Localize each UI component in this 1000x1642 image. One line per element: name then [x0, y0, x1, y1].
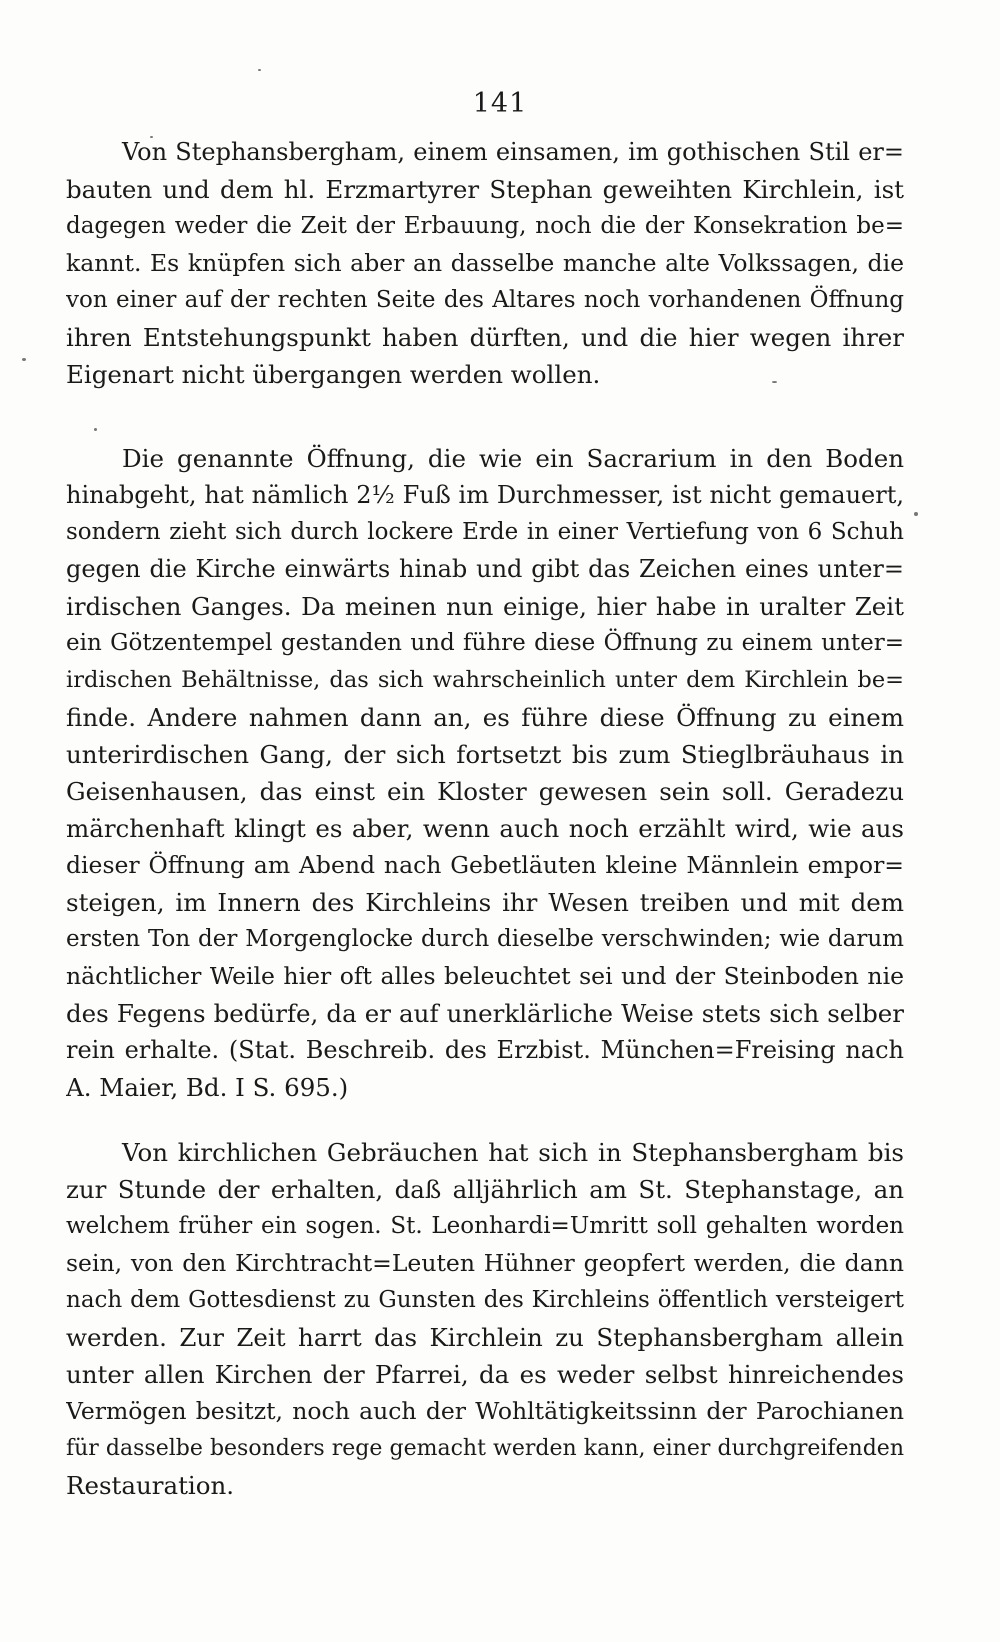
text-line: ihren Entstehungspunkt haben dürften, und die hier wegen ihrer: [66, 323, 904, 352]
text-line: nach dem Gottesdienst zu Gunsten des Kirchleins öffentlich versteigert: [66, 1287, 904, 1313]
text-line: gegen die Kirche einwärts hinab und gibt das Zeichen eines unter=: [66, 555, 904, 583]
text-line: bauten und dem hl. Erzmartyrer Stephan geweihten Kirchlein, ist: [66, 175, 904, 204]
text-line: Die genannte Öffnung, die wie ein Sacrarium in den Boden: [122, 444, 904, 473]
text-line: kannt. Es knüpfen sich aber an dasselbe manche alte Volkssagen, die: [66, 249, 904, 277]
paragraph-opening-legend: [66, 440, 904, 1106]
text-line: Restauration.: [66, 1471, 235, 1500]
text-line: Von Stephansbergham, einem einsamen, im gothischen Stil er=: [122, 138, 904, 166]
text-line: zur Stunde der erhalten, daß alljährlich am St. Stephanstage, an: [66, 1175, 904, 1204]
paragraph-stephansbergham-intro: [66, 134, 904, 393]
text-line: sein, von den Kirchtracht=Leuten Hühner geopfert werden, die dann: [66, 1249, 904, 1277]
page-number: 141: [472, 88, 528, 119]
text-line: irdischen Ganges. Da meinen nun einige, hier habe in uralter Zeit: [66, 592, 904, 621]
text-line: ersten Ton der Morgenglocke durch dieselbe verschwinden; wie darum: [66, 926, 904, 952]
text-line: ein Götzentempel gestanden und führe diese Öffnung zu einem unter=: [66, 630, 904, 656]
text-line: dagegen weder die Zeit der Erbauung, noch die der Konsekration be=: [66, 213, 904, 239]
text-line: märchenhaft klingt es aber, wenn auch noch erzählt wird, wie aus: [66, 814, 904, 843]
text-line: von einer auf der rechten Seite des Altares noch vorhandenen Öffnung: [66, 287, 904, 313]
text-line: dieser Öffnung am Abend nach Gebetläuten kleine Männlein empor=: [66, 851, 904, 879]
print-speck: [94, 428, 97, 431]
paragraph-church-customs: [66, 1134, 904, 1504]
text-line: hinabgeht, hat nämlich 2½ Fuß im Durchmesser, ist nicht gemauert,: [66, 481, 904, 509]
text-line: Geisenhausen, das einst ein Kloster gewesen sein soll. Geradezu: [66, 777, 904, 806]
text-line: Eigenart nicht übergangen werden wollen.: [66, 360, 601, 389]
text-line: steigen, im Innern des Kirchleins ihr Wesen treiben und mit dem: [66, 888, 904, 917]
text-line: werden. Zur Zeit harrt das Kirchlein zu Stephansbergham allein: [66, 1323, 904, 1352]
text-line: unter allen Kirchen der Pfarrei, da es weder selbst hinreichendes: [66, 1360, 904, 1389]
text-line: nächtlicher Weile hier oft alles beleuchtet sei und der Steinboden nie: [66, 962, 904, 990]
print-speck: [22, 358, 26, 361]
text-line: welchem früher ein sogen. St. Leonhardi=Umritt soll gehalten worden: [66, 1213, 904, 1239]
text-line: rein erhalte. (Stat. Beschreib. des Erzbist. München=Freising nach: [66, 1036, 904, 1064]
text-line: unterirdischen Gang, der sich fortsetzt bis zum Stieglbräuhaus in: [66, 740, 904, 769]
text-line: irdischen Behältnisse, das sich wahrscheinlich unter dem Kirchlein be=: [66, 667, 904, 693]
text-line: Von kirchlichen Gebräuchen hat sich in Stephansbergham bis: [122, 1138, 904, 1167]
text-line: Vermögen besitzt, noch auch der Wohltätigkeitssinn der Parochianen: [66, 1397, 904, 1425]
print-speck: [258, 69, 261, 71]
text-line: finde. Andere nahmen dann an, es führe diese Öffnung zu einem: [66, 703, 904, 732]
print-speck: [914, 512, 918, 516]
text-line: des Fegens bedürfe, da er auf unerklärliche Weise stets sich selber: [66, 999, 904, 1028]
text-line: sondern zieht sich durch lockere Erde in einer Vertiefung von 6 Schuh: [66, 519, 904, 545]
text-line: A. Maier, Bd. I S. 695.): [66, 1073, 349, 1102]
text-line: für dasselbe besonders rege gemacht werden kann, einer durchgreifenden: [66, 1436, 904, 1461]
